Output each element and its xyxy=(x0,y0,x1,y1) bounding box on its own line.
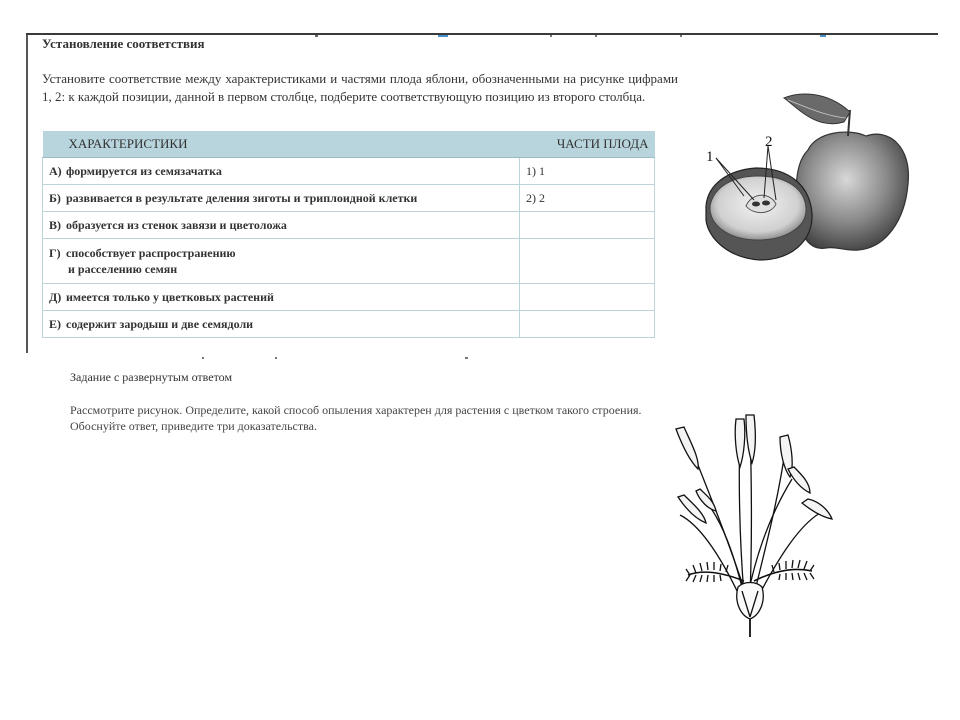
row-text: Б) развивается в результате деления зиготы и триплоидной клетки xyxy=(43,185,520,212)
label-1: 1 xyxy=(706,149,714,165)
label-2: 2 xyxy=(765,134,773,150)
leaf xyxy=(784,94,850,124)
table-row xyxy=(43,212,655,239)
table-row xyxy=(43,185,655,212)
answer-cell[interactable] xyxy=(520,311,655,338)
task-instructions: Установите соответствие между характеристиками и частями плода яблони, обозначенными на рисунке цифрами 1, 2: к каждой позиции, данной в первом столбце, подберите соответствующую позицию из второго столбца. xyxy=(42,71,678,104)
table-row xyxy=(43,311,655,338)
whole-apple xyxy=(796,132,909,250)
seed xyxy=(762,201,770,206)
row-text: Е) содержит зародыш и две семядоли xyxy=(43,311,520,338)
section-title: Установление соответствия xyxy=(42,36,205,51)
header-characteristics: ХАРАКТЕРИСТИКИ xyxy=(43,131,520,158)
scan-artifacts-top xyxy=(120,26,880,32)
matching-table xyxy=(42,131,655,338)
header-fruit-parts: ЧАСТИ ПЛОДА xyxy=(520,131,655,158)
row-text: Г) способствует распространению и расселению семян xyxy=(43,239,520,284)
seed xyxy=(752,202,760,207)
answer-cell[interactable] xyxy=(520,239,655,284)
left-border xyxy=(26,35,28,353)
scan-artifacts-middle xyxy=(140,348,480,354)
flower-figure xyxy=(660,405,845,645)
table-row xyxy=(43,158,655,185)
answer-cell[interactable]: 2) 2 xyxy=(520,185,655,212)
task2-title: Задание с развернутым ответом xyxy=(70,370,233,384)
row-text: А) формируется из семязачатка xyxy=(43,158,520,185)
answer-cell[interactable]: 1) 1 xyxy=(520,158,655,185)
task2-text: Рассмотрите рисунок. Определите, какой способ опыления характерен для растения с цветком такого строения. Обоснуйте ответ, приведите три доказательства. xyxy=(70,403,642,433)
table-row xyxy=(43,284,655,311)
answer-cell[interactable] xyxy=(520,284,655,311)
table-header xyxy=(43,131,655,158)
answer-cell[interactable] xyxy=(520,212,655,239)
table-row xyxy=(43,239,655,284)
row-text: Д) имеется только у цветковых растений xyxy=(43,284,520,311)
apple-figure xyxy=(698,88,923,273)
top-rule xyxy=(26,33,938,35)
row-text: В) образуется из стенок завязи и цветоложа xyxy=(43,212,520,239)
